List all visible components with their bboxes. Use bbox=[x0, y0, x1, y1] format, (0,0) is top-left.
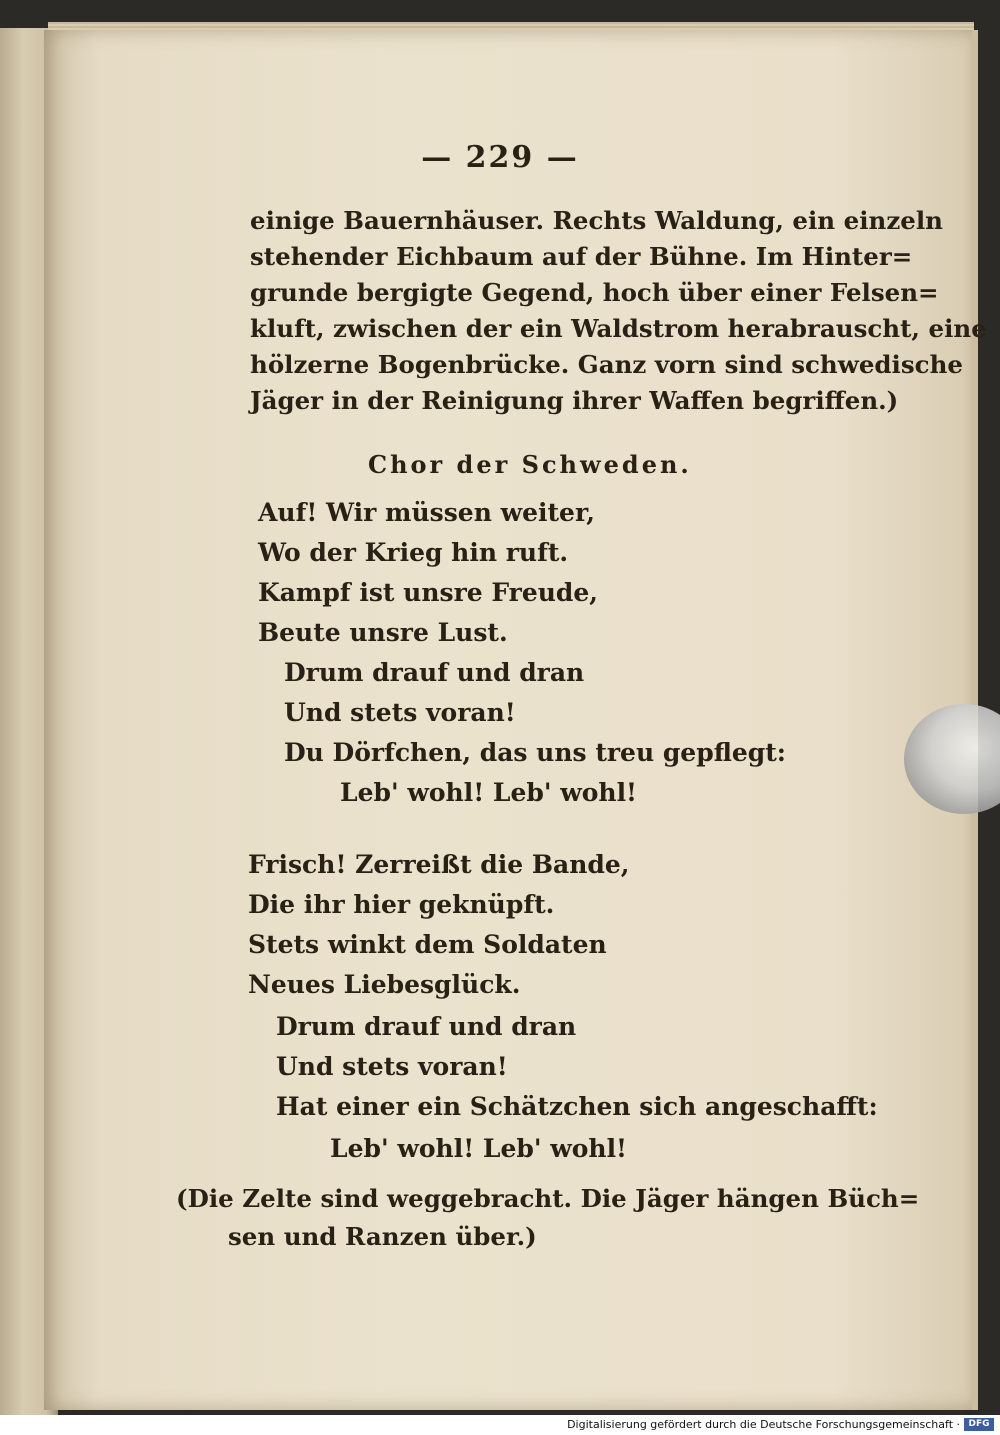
prose-line: Jäger in der Reinigung ihrer Waffen begriffen.) bbox=[250, 386, 899, 415]
verse-line: Drum drauf und dran bbox=[276, 1012, 577, 1041]
stage-direction-line: sen und Ranzen über.) bbox=[228, 1222, 537, 1251]
verse-line: Auf! Wir müssen weiter, bbox=[258, 498, 596, 527]
page-number: — 229 — bbox=[421, 140, 579, 175]
chorus-heading: Chor der Schweden. bbox=[368, 450, 692, 479]
verse-line: Und stets voran! bbox=[276, 1052, 508, 1081]
prose-line: kluft, zwischen der ein Waldstrom herabrauscht, eine bbox=[250, 314, 987, 343]
verse-line: Und stets voran! bbox=[284, 698, 516, 727]
prose-line: einige Bauernhäuser. Rechts Waldung, ein einzeln bbox=[250, 206, 943, 235]
stage-direction-line: (Die Zelte sind weggebracht. Die Jäger hängen Büch= bbox=[176, 1184, 920, 1213]
verse-line: Beute unsre Lust. bbox=[258, 618, 508, 647]
verse-line: Drum drauf und dran bbox=[284, 658, 585, 687]
verse-line: Neues Liebesglück. bbox=[248, 970, 521, 999]
funding-credit: Digitalisierung gefördert durch die Deutsche Forschungsgemeinschaft · bbox=[567, 1418, 960, 1431]
prose-line: grunde bergigte Gegend, hoch über einer Felsen= bbox=[250, 278, 939, 307]
verse-line: Wo der Krieg hin ruft. bbox=[258, 538, 569, 567]
prose-line: stehender Eichbaum auf der Bühne. Im Hinter= bbox=[250, 242, 913, 271]
verse-line: Leb' wohl! Leb' wohl! bbox=[340, 778, 638, 807]
verse-line: Du Dörfchen, das uns treu gepflegt: bbox=[284, 738, 787, 767]
dfg-logo: DFG bbox=[964, 1418, 994, 1431]
verse-line: Leb' wohl! Leb' wohl! bbox=[330, 1134, 628, 1163]
verse-line: Kampf ist unsre Freude, bbox=[258, 578, 599, 607]
verse-line: Frisch! Zerreißt die Bande, bbox=[248, 850, 630, 879]
verse-line: Stets winkt dem Soldaten bbox=[248, 930, 607, 959]
verse-line: Hat einer ein Schätzchen sich angeschafft: bbox=[276, 1092, 878, 1121]
prose-line: hölzerne Bogenbrücke. Ganz vorn sind schwedische bbox=[250, 350, 963, 379]
verse-line: Die ihr hier geknüpft. bbox=[248, 890, 555, 919]
